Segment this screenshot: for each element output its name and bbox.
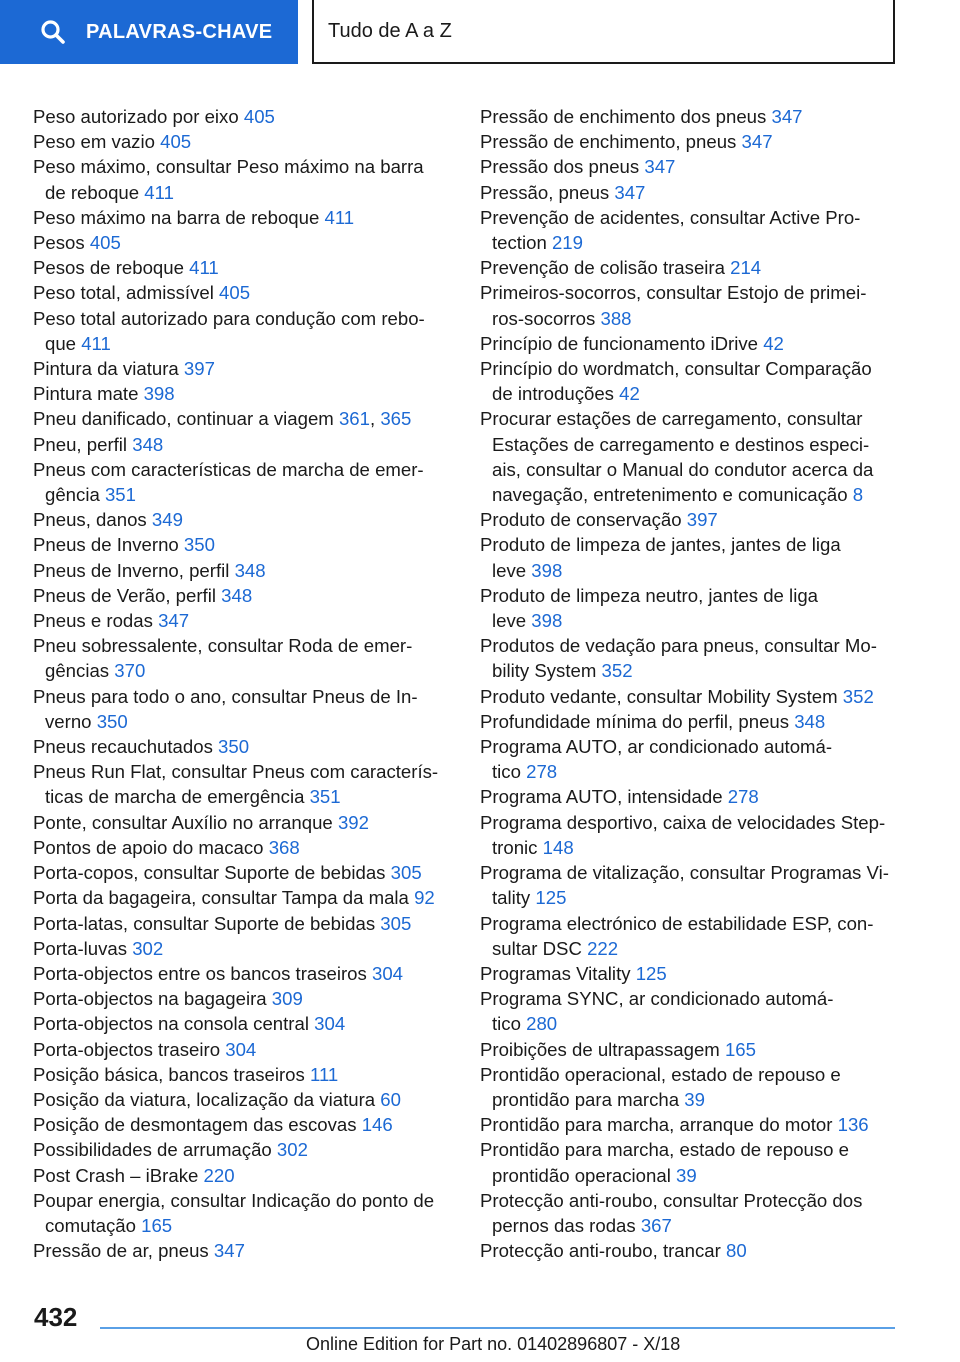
index-entry-text: Produto vedante, consultar Mobility System <box>480 685 843 707</box>
page-link[interactable]: 80 <box>725 1240 747 1262</box>
page-link[interactable]: 278 <box>727 786 759 808</box>
search-icon <box>40 19 66 45</box>
index-entry-text: tection <box>492 232 552 254</box>
index-entry-text: Programa desportivo, caixa de velocidades Step- <box>480 811 886 833</box>
footer-divider <box>100 1327 895 1329</box>
page-link[interactable]: 405 <box>243 106 275 127</box>
page-link[interactable]: 148 <box>542 836 574 858</box>
index-entry <box>480 734 900 784</box>
index-entry-text: prontidão operacional <box>492 1164 677 1186</box>
index-entry-text: de introduções <box>492 383 620 405</box>
index-entry-text: Programa electrónico de estabilidade ESP, con- <box>480 912 874 934</box>
page-link[interactable]: 309 <box>271 988 303 1010</box>
page-link[interactable]: 347 <box>614 181 646 203</box>
index-entry-text: verno <box>45 710 97 732</box>
index-entry-text: Pneus e rodas <box>33 610 159 632</box>
index-entry-text: Peso máximo, consultar Peso máximo na barra <box>33 156 424 178</box>
index-entry-text: Pneu sobressalente, consultar Roda de emer- <box>33 635 413 657</box>
index-entry <box>33 280 458 305</box>
page-link[interactable]: 352 <box>601 660 633 682</box>
tab-a-to-z[interactable] <box>312 0 895 64</box>
index-entry <box>33 1137 458 1162</box>
index-entry-text: comutação <box>45 1214 142 1236</box>
page-link[interactable]: 42 <box>763 332 784 354</box>
index-entry-text: ros-socorros <box>492 307 601 329</box>
index-entry <box>480 129 900 154</box>
index-entry-text: Pneus de Inverno <box>33 534 184 556</box>
page-separator: , <box>370 408 381 430</box>
index-entry-text: Porta-objectos na bagageira <box>33 988 272 1010</box>
page-link[interactable]: 347 <box>644 156 676 178</box>
index-entry-text: Pressão de enchimento dos pneus <box>480 106 772 127</box>
index-entry <box>480 180 900 205</box>
page-link[interactable]: 365 <box>380 408 412 430</box>
index-entry-text: Possibilidades de arrumação <box>33 1139 277 1161</box>
index-column-left <box>33 104 458 1263</box>
page-link[interactable]: 278 <box>526 761 558 783</box>
index-entry-text: sultar DSC <box>492 937 588 959</box>
page-link[interactable]: 302 <box>276 1139 308 1161</box>
page-link[interactable]: 304 <box>225 1038 257 1060</box>
index-entry-text: tronic <box>492 836 543 858</box>
index-entry-text: Pressão de ar, pneus <box>33 1240 214 1262</box>
index-entry-text: Pneus, danos <box>33 509 152 531</box>
index-entry <box>480 1137 900 1187</box>
index-entry <box>33 432 458 457</box>
index-entry-text: Proibições de ultrapassagem <box>480 1038 725 1060</box>
index-entry-text: Produto de conservação <box>480 509 687 531</box>
index-entry <box>480 1112 900 1137</box>
index-entry <box>33 230 458 255</box>
index-entry-text: Peso total autorizado para condução com rebo- <box>33 307 425 329</box>
index-entry-text: leve <box>492 559 532 581</box>
index-entry-text: Pintura mate <box>33 383 144 405</box>
page-link[interactable]: 8 <box>852 484 864 506</box>
page-link[interactable]: 411 <box>144 181 174 203</box>
index-entry <box>480 205 900 255</box>
page-link[interactable]: 214 <box>730 257 762 279</box>
index-entry-text: Porta-latas, consultar Suporte de bebidas <box>33 912 381 934</box>
index-entry-text: tality <box>492 887 536 909</box>
index-entry-text: Pontos de apoio do macaco <box>33 836 269 858</box>
index-entry-text: ais, consultar o Manual do condutor acerca da <box>492 458 874 480</box>
index-entry <box>33 911 458 936</box>
page-link[interactable]: 280 <box>526 1013 558 1035</box>
index-entry <box>480 532 900 582</box>
index-entry-text: Poupar energia, consultar Indicação do ponto de <box>33 1189 435 1211</box>
index-entry-text: gência <box>45 484 105 506</box>
index-entry-text: Pressão de enchimento, pneus <box>480 131 742 153</box>
tab-keywords-label: PALAVRAS-CHAVE <box>86 20 273 43</box>
index-entry-text: Post Crash – iBrake <box>33 1164 204 1186</box>
index-entry <box>33 583 458 608</box>
index-entry <box>33 684 458 734</box>
index-entry-text: Produto de limpeza neutro, jantes de liga <box>480 584 819 606</box>
page-link[interactable]: 349 <box>151 509 183 531</box>
page-link[interactable]: 348 <box>234 559 266 581</box>
page-link[interactable]: 350 <box>218 736 250 758</box>
index-entry-text: Pneus de Inverno, perfil <box>33 559 235 581</box>
index-entry <box>33 885 458 910</box>
index-entry-text: Princípio do wordmatch, consultar Comparação <box>480 358 872 380</box>
page-link[interactable]: 367 <box>640 1214 672 1236</box>
page-link[interactable]: 42 <box>619 383 640 405</box>
page-link[interactable]: 397 <box>686 509 718 531</box>
index-entry <box>480 331 900 356</box>
index-entry-text: tico <box>492 761 527 783</box>
index-entry-text: Programa AUTO, intensidade <box>480 786 728 808</box>
index-entry-text: Prontidão para marcha, estado de repouso e <box>480 1139 850 1161</box>
index-entry-text: Porta-objectos na consola central <box>33 1013 315 1035</box>
index-entry-text: de reboque <box>45 181 145 203</box>
page-link[interactable]: 350 <box>183 534 215 556</box>
page-link[interactable]: 388 <box>600 307 632 329</box>
page-link[interactable]: 392 <box>337 811 369 833</box>
index-entry <box>480 709 900 734</box>
index-entry <box>33 356 458 381</box>
page-link[interactable]: 347 <box>741 131 773 153</box>
page-link[interactable]: 347 <box>158 610 190 632</box>
page-link[interactable]: 350 <box>96 710 128 732</box>
index-entry <box>480 633 900 683</box>
page-link[interactable]: 39 <box>684 1088 705 1110</box>
index-entry-text: Porta da bagageira, consultar Tampa da mala <box>33 887 415 909</box>
index-entry-text: leve <box>492 610 532 632</box>
index-entry-text: pernos das rodas <box>492 1214 641 1236</box>
index-entry-text: Pesos de reboque <box>33 257 190 279</box>
page-link[interactable]: 305 <box>390 862 422 884</box>
index-entry-text: Peso autorizado por eixo <box>33 106 244 127</box>
index-entry-text: Peso em vazio <box>33 131 161 153</box>
index-entry-text: Primeiros-socorros, consultar Estojo de primei- <box>480 282 867 304</box>
index-entry <box>480 255 900 280</box>
top-navigation-bar <box>0 0 960 66</box>
index-column-right <box>480 104 900 1263</box>
index-entry <box>33 381 458 406</box>
index-entry <box>33 154 458 204</box>
page-link[interactable]: 222 <box>587 937 619 959</box>
index-entry-text: Posição de desmontagem das escovas <box>33 1114 362 1136</box>
index-entry-text: Pintura da viatura <box>33 358 184 380</box>
index-entry <box>33 986 458 1011</box>
index-entry-text: Posição básica, bancos traseiros <box>33 1063 310 1085</box>
index-entry <box>33 759 458 809</box>
index-entry-text: Prontidão para marcha, arranque do motor <box>480 1114 838 1136</box>
index-entry <box>480 280 900 330</box>
page-link[interactable]: 220 <box>203 1164 235 1186</box>
index-entry-text: que <box>45 332 82 354</box>
index-entry <box>480 104 900 129</box>
index-entry <box>33 205 458 230</box>
index-entry <box>33 457 458 507</box>
page-link[interactable]: 302 <box>132 937 164 959</box>
index-entry-text: navegação, entretenimento e comunicação <box>492 484 853 506</box>
page-link[interactable]: 398 <box>143 383 175 405</box>
index-entry-text: Pneus de Verão, perfil <box>33 584 222 606</box>
tab-keywords[interactable] <box>0 0 298 64</box>
index-entry-text: Estações de carregamento e destinos especi- <box>492 433 870 455</box>
index-entry <box>33 1087 458 1112</box>
footer-edition-text: Online Edition for Part no. 01402896807 - X/18 <box>306 1334 681 1354</box>
page-link[interactable]: 351 <box>309 786 341 808</box>
index-entry <box>33 961 458 986</box>
page-link[interactable]: 370 <box>114 660 146 682</box>
page-link[interactable]: 125 <box>635 962 667 984</box>
index-entry-text: prontidão para marcha <box>492 1088 685 1110</box>
index-entry-text: Pesos <box>33 232 90 254</box>
index-entry <box>33 532 458 557</box>
index-entry <box>33 255 458 280</box>
index-entry <box>480 1188 900 1238</box>
index-entry-text: Pressão dos pneus <box>480 156 645 178</box>
index-entry-text: tico <box>492 1013 527 1035</box>
index-entry-text: Programa de vitalização, consultar Programas Vi- <box>480 862 889 884</box>
index-entry <box>33 406 458 431</box>
page-link[interactable]: 125 <box>535 887 567 909</box>
page-link[interactable]: 39 <box>676 1164 697 1186</box>
page-link[interactable]: 165 <box>724 1038 756 1060</box>
index-entry <box>33 936 458 961</box>
page-link[interactable]: 304 <box>372 962 404 984</box>
page-link[interactable]: 219 <box>551 232 583 254</box>
index-entry-text: Protecção anti-roubo, trancar <box>480 1240 726 1262</box>
index-entry-text: Ponte, consultar Auxílio no arranque <box>33 811 338 833</box>
index-entry-text: Princípio de funcionamento iDrive <box>480 332 764 354</box>
index-entry <box>33 835 458 860</box>
index-entry <box>480 1062 900 1112</box>
index-entry-text: Protecção anti-roubo, consultar Protecção dos <box>480 1189 863 1211</box>
page-link[interactable]: 304 <box>314 1013 346 1035</box>
index-entry <box>33 1112 458 1137</box>
index-entry <box>33 633 458 683</box>
page-link[interactable]: 347 <box>771 106 803 127</box>
page-link[interactable]: 352 <box>842 685 874 707</box>
index-entry-text: Porta-objectos entre os bancos traseiros <box>33 962 372 984</box>
page-link[interactable]: 398 <box>531 610 563 632</box>
index-entry-text: Prontidão operacional, estado de repouso e <box>480 1063 841 1085</box>
page-link[interactable]: 368 <box>268 836 300 858</box>
index-entry-text: Pneu danificado, continuar a viagem <box>33 408 339 430</box>
index-entry-text: Prevenção de acidentes, consultar Active Pro- <box>480 206 861 228</box>
index-entry <box>480 154 900 179</box>
index-entry <box>33 1238 458 1263</box>
page-link[interactable]: 411 <box>324 206 355 228</box>
index-entry-text: Produtos de vedação para pneus, consultar Mo- <box>480 635 877 657</box>
index-entry-text: gências <box>45 660 115 682</box>
index-entry <box>33 810 458 835</box>
index-entry <box>33 1037 458 1062</box>
index-entry-text: Posição da viatura, localização da viatura <box>33 1088 381 1110</box>
index-entry <box>33 507 458 532</box>
index-entry <box>480 961 900 986</box>
page-link[interactable]: 165 <box>141 1214 173 1236</box>
page-link[interactable]: 136 <box>837 1114 869 1136</box>
page-link[interactable]: 348 <box>132 433 164 455</box>
page-link[interactable]: 411 <box>189 257 219 279</box>
index-entry-text: Porta-copos, consultar Suporte de bebidas <box>33 862 391 884</box>
page-link[interactable]: 351 <box>104 484 136 506</box>
page-link[interactable]: 411 <box>81 332 111 354</box>
index-entry <box>480 986 900 1036</box>
page-link[interactable]: 60 <box>380 1088 401 1110</box>
index-entry-text: Pneus para todo o ano, consultar Pneus de In- <box>33 685 418 707</box>
index-entry-text: Peso máximo na barra de reboque <box>33 206 325 228</box>
index-entry-text: Porta-objectos traseiro <box>33 1038 226 1060</box>
index-entry <box>480 784 900 809</box>
page-link[interactable]: 347 <box>213 1240 245 1262</box>
index-entry-text: Profundidade mínima do perfil, pneus <box>480 710 795 732</box>
index-entry <box>33 734 458 759</box>
index-entry <box>33 104 458 129</box>
page-link[interactable]: 305 <box>380 912 412 934</box>
index-entry-text: ticas de marcha de emergência <box>45 786 310 808</box>
index-entry-text: Prevenção de colisão traseira <box>480 257 731 279</box>
index-entry <box>480 356 900 406</box>
index-entry <box>480 583 900 633</box>
page-link[interactable]: 405 <box>160 131 192 153</box>
page-link[interactable]: 146 <box>361 1114 393 1136</box>
index-entry-text: Programas Vitality <box>480 962 636 984</box>
index-entry <box>33 306 458 356</box>
index-entry-text: Pneus recauchutados <box>33 736 219 758</box>
page-link[interactable]: 348 <box>794 710 826 732</box>
page-number: 432 <box>34 1302 78 1332</box>
page-link[interactable]: 111 <box>309 1063 339 1085</box>
page-link[interactable]: 397 <box>183 358 215 380</box>
index-entry <box>480 860 900 910</box>
index-entry <box>480 911 900 961</box>
index-entry-text: Porta-luvas <box>33 937 133 959</box>
tab-a-to-z-label: Tudo de A a Z <box>328 19 452 42</box>
index-entry-text: Procurar estações de carregamento, consultar <box>480 408 863 430</box>
index-entry <box>33 860 458 885</box>
index-entry <box>33 1062 458 1087</box>
index-entry <box>480 1037 900 1062</box>
index-entry <box>480 810 900 860</box>
index-entry <box>480 507 900 532</box>
index-entry <box>480 406 900 507</box>
index-entry <box>33 129 458 154</box>
index-entry <box>33 1011 458 1036</box>
page-link[interactable]: 405 <box>89 232 121 254</box>
index-entry-text: Programa SYNC, ar condicionado automá- <box>480 988 834 1010</box>
index-entry <box>480 684 900 709</box>
index-entry-text: Pneus Run Flat, consultar Pneus com caracterís- <box>33 761 439 783</box>
index-entry <box>480 1238 900 1263</box>
index-entry-text: bility System <box>492 660 602 682</box>
index-entry-text: Pneu, perfil <box>33 433 133 455</box>
page-link[interactable]: 361 <box>338 408 370 430</box>
index-entry-text: Produto de limpeza de jantes, jantes de liga <box>480 534 841 556</box>
index-entry <box>33 558 458 583</box>
index-entry <box>33 1188 458 1238</box>
page-link[interactable]: 348 <box>221 584 253 606</box>
page-link[interactable]: 398 <box>531 559 563 581</box>
page-link[interactable]: 405 <box>219 282 251 304</box>
index-entry <box>33 1163 458 1188</box>
index-entry-text: Programa AUTO, ar condicionado automá- <box>480 736 833 758</box>
index-entry <box>33 608 458 633</box>
index-entry-text: Peso total, admissível <box>33 282 220 304</box>
index-entry-text: Pneus com características de marcha de emer- <box>33 458 424 480</box>
page-link[interactable]: 92 <box>414 887 435 909</box>
index-entry-text: Pressão, pneus <box>480 181 615 203</box>
